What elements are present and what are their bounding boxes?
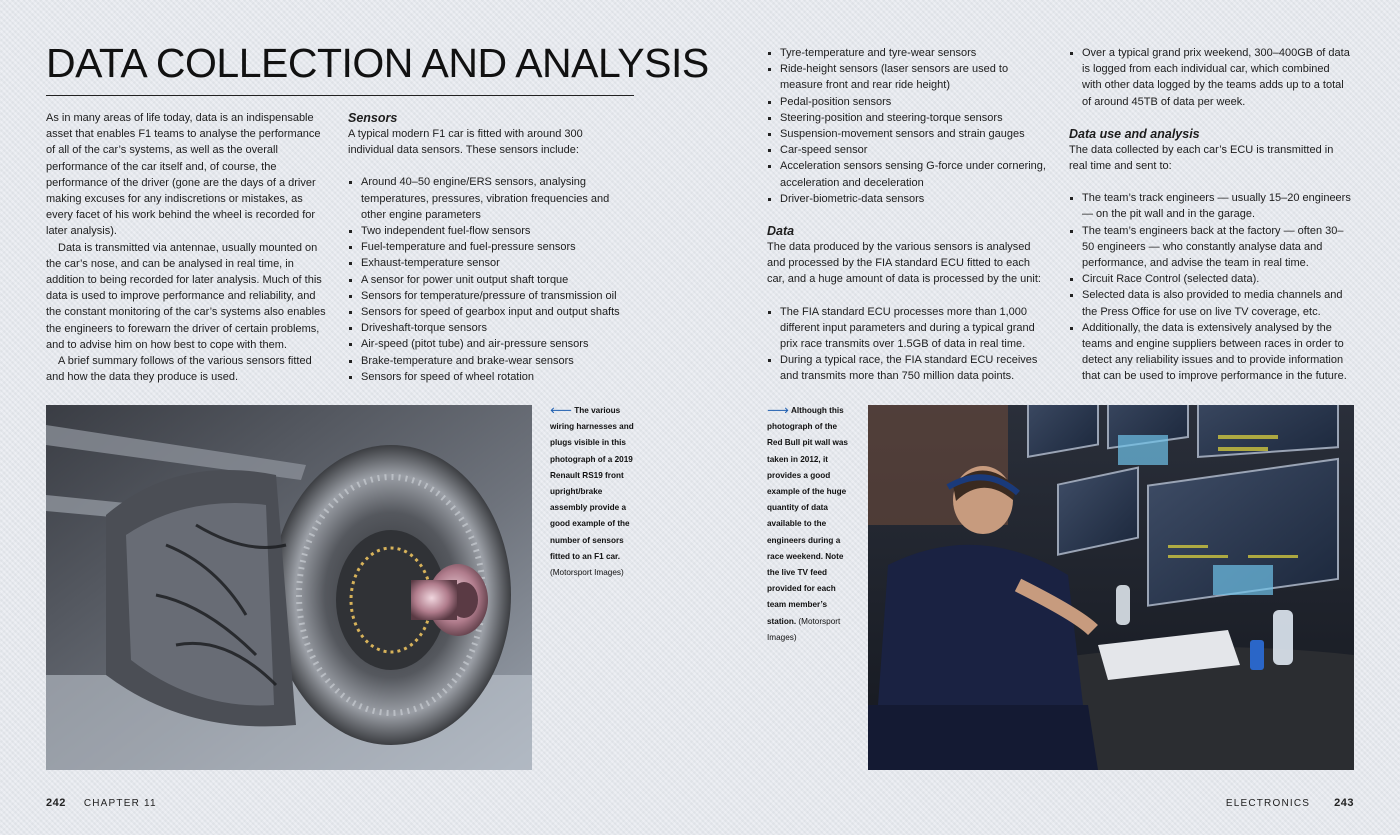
brake-assembly-photo	[46, 405, 532, 770]
list-item: The team’s engineers back at the factory — often 30–50 engineers — who constantly analyse data and performance, and advise the team in real time.	[1069, 223, 1351, 272]
intro-paragraph: A brief summary follows of the various sensors fitted and how the data they produce is used.	[46, 355, 312, 384]
footer-left	[46, 797, 157, 809]
arrow-right-icon: 🡒	[767, 406, 789, 415]
list-item: Driver-biometric-data sensors	[767, 191, 1049, 207]
list-item: Brake-temperature and brake-wear sensors	[348, 353, 630, 369]
list-item: Sensors for speed of gearbox input and output shafts	[348, 304, 630, 320]
chapter-label: CHAPTER 11	[83, 798, 157, 809]
list-item: Tyre-temperature and tyre-wear sensors	[767, 45, 1049, 61]
sensors-intro: A typical modern F1 car is fitted with around 300 individual data sensors. These sensors include:	[348, 128, 583, 157]
data-column	[767, 45, 1049, 385]
list-item: Two independent fuel-flow sensors	[348, 223, 630, 239]
page-number: 243	[1334, 797, 1354, 809]
list-item: Acceleration sensors sensing G-force under cornering, acceleration and deceleration	[767, 158, 1049, 190]
list-item: Steering-position and steering-torque sensors	[767, 110, 1049, 126]
data-use-list	[1069, 190, 1351, 384]
data-list-continued	[1069, 45, 1351, 110]
sensors-heading: Sensors	[348, 111, 398, 125]
caption-credit: (Motorsport Images)	[550, 568, 624, 578]
section-label: ELECTRONICS	[1225, 798, 1311, 809]
right-photo-caption	[767, 403, 853, 646]
data-heading: Data	[767, 224, 795, 239]
list-item: Circuit Race Control (selected data).	[1069, 271, 1351, 287]
sensors-column	[348, 110, 630, 385]
list-item: Sensors for speed of wheel rotation	[348, 369, 630, 385]
arrow-left-icon: 🡐	[550, 406, 572, 415]
list-item: The FIA standard ECU processes more than 1,000 different input parameters and during a typical grand prix race transmits over 1.5GB of data in real time.	[767, 304, 1049, 353]
data-use-column	[1069, 45, 1351, 385]
data-use-heading: Data use and analysis	[1069, 126, 1200, 141]
intro-paragraph: Data is transmitted via antennae, usually mounted on the car’s nose, and can be analysed in real time, in addition to being recorded for later analysis. Much of this data is used to improve performance and reliability, and the constant monitoring of the car’s systems also enables the engineers to forewarn the driver of certain problems, and to advise him on how best to cope with them.	[46, 241, 326, 351]
footer-right	[1226, 797, 1354, 809]
list-item: A sensor for power unit output shaft torque	[348, 272, 630, 288]
intro-column	[46, 110, 326, 385]
list-item: Over a typical grand prix weekend, 300–400GB of data is logged from each individual car, which combined with other data logged by the teams adds up to a total of around 45TB of data per week.	[1069, 45, 1351, 110]
list-item: Sensors for temperature/pressure of transmission oil	[348, 288, 630, 304]
list-item: Exhaust-temperature sensor	[348, 255, 630, 271]
list-item: Selected data is also provided to media channels and the Press Office for use on live TV coverage, etc.	[1069, 287, 1351, 319]
data-list	[767, 304, 1049, 385]
list-item: Driveshaft-torque sensors	[348, 320, 630, 336]
list-item: Suspension-movement sensors and strain gauges	[767, 126, 1049, 142]
list-item: Additionally, the data is extensively analysed by the teams and engine suppliers between races in order to detect any reliability issues and to provide information that can be used to improve performance in the future.	[1069, 320, 1351, 385]
list-item: Fuel-temperature and fuel-pressure sensors	[348, 239, 630, 255]
caption-text: Although this photograph of the Red Bull pit wall was taken in 2012, it provides a good example of the huge quantity of data available to the engineers during a race weekend. Note the live TV feed provided for each team member’s station.	[767, 406, 848, 626]
page-title: DATA COLLECTION AND ANALYSIS	[46, 40, 634, 96]
intro-paragraph: As in many areas of life today, data is an indispensable asset that enables F1 teams to analyse the performance of all of the car’s systems, as well as the overall performance of the car itself and, of course, the performance of the driver (gone are the days of a driver making excuses for any indiscretions or mistakes, as every facet of his work behind the wheel is recorded for later analysis).	[46, 112, 321, 238]
pit-wall-photo	[868, 405, 1354, 770]
list-item: Pedal-position sensors	[767, 94, 1049, 110]
sensors-list-continued	[767, 45, 1049, 207]
caption-credit: (Motorsport Images)	[767, 616, 841, 642]
list-item: During a typical race, the FIA standard ECU receives and transmits more than 750 million data points.	[767, 352, 1049, 384]
data-intro: The data produced by the various sensors is analysed and processed by the FIA standard ECU fitted to each car, and a huge amount of data is processed by the unit:	[767, 241, 1041, 286]
list-item: Ride-height sensors (laser sensors are used to measure front and rear ride height)	[767, 61, 1049, 93]
sensors-list	[348, 174, 630, 385]
page-number: 242	[46, 797, 66, 809]
list-item: Air-speed (pitot tube) and air-pressure sensors	[348, 336, 630, 352]
list-item: Car-speed sensor	[767, 142, 1049, 158]
left-photo-caption	[550, 403, 638, 581]
list-item: The team’s track engineers — usually 15–20 engineers — on the pit wall and in the garage.	[1069, 190, 1351, 222]
caption-text: The various wiring harnesses and plugs visible in this photograph of a 2019 Renault RS19 front upright/brake assembly provide a good example of the number of sensors fitted to an F1 car.	[550, 406, 634, 561]
list-item: Around 40–50 engine/ERS sensors, analysing temperatures, pressures, vibration frequencies and other engine parameters	[348, 174, 630, 223]
data-use-intro: The data collected by each car’s ECU is transmitted in real time and sent to:	[1069, 143, 1334, 173]
